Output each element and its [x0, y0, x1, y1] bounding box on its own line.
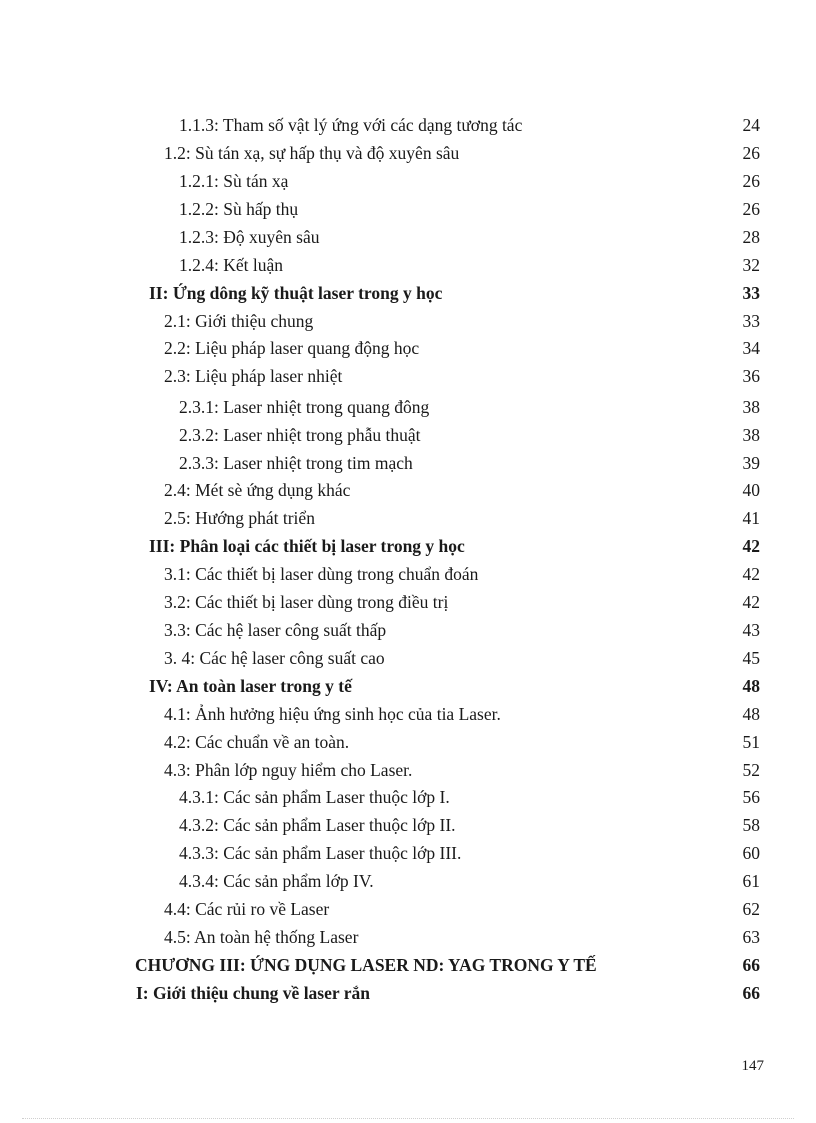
- toc-entry-page: 39: [742, 453, 760, 473]
- toc-entry-page: 45: [742, 648, 760, 668]
- toc-entry-page: 62: [742, 899, 760, 919]
- toc-entry-page: 36: [742, 366, 760, 386]
- toc-entry-title: 2.3.3: Laser nhiệt trong tim mạch: [179, 453, 413, 473]
- toc-entry-title: 2.1: Giới thiệu chung: [164, 311, 314, 331]
- toc-entry-page: 66: [742, 983, 760, 1003]
- toc-entry-page: 26: [742, 143, 760, 163]
- toc-entry-page: 42: [742, 592, 760, 612]
- toc-entry-title: 4.3.2: Các sản phẩm Laser thuộc lớp II.: [179, 815, 456, 835]
- toc-entry-title: 3.1: Các thiết bị laser dùng trong chuẩn đoán: [164, 564, 479, 584]
- toc-entry-page: 34: [742, 338, 760, 358]
- toc-entry-title: 2.5: Hướng phát triển: [164, 508, 315, 528]
- toc-entry-page: 58: [742, 815, 760, 835]
- toc-entry-title: 4.3.4: Các sản phẩm lớp IV.: [179, 871, 374, 891]
- toc-entry-page: 24: [742, 115, 760, 135]
- toc-entry-title: 1.2.1: Sù tán xạ: [179, 171, 289, 191]
- toc-entry-title: 4.3: Phân lớp nguy hiểm cho Laser.: [164, 760, 413, 780]
- toc-entry-page: 52: [742, 760, 760, 780]
- toc-entry-title: 1.2.2: Sù hấp thụ: [179, 199, 299, 219]
- toc-entry-title: 3.2: Các thiết bị laser dùng trong điều trị: [164, 592, 449, 612]
- toc-entry-page: 26: [742, 171, 760, 191]
- toc-entry-page: 66: [742, 955, 760, 975]
- toc-entry-title: 4.3.1: Các sản phẩm Laser thuộc lớp I.: [179, 787, 450, 807]
- toc-entry-page: 33: [742, 283, 760, 303]
- toc-entry-title: 2.3.2: Laser nhiệt trong phẫu thuật: [179, 425, 421, 445]
- toc-entry-title: 4.2: Các chuẩn về an toàn.: [164, 732, 350, 752]
- toc-entry-page: 38: [742, 397, 760, 417]
- toc-entry-page: 42: [742, 564, 760, 584]
- toc-entry-title: 2.2: Liệu pháp laser quang động học: [164, 338, 420, 358]
- toc-entry-page: 56: [742, 787, 760, 807]
- toc-entry-title: 1.2.4: Kết luận: [179, 255, 284, 275]
- toc-entry-page: 32: [742, 255, 760, 275]
- toc-entry-title: I: Giới thiệu chung về laser rắn: [136, 983, 370, 1003]
- toc-entry-title: 3.3: Các hệ laser công suất thấp: [164, 620, 387, 640]
- toc-entry-title: 2.3: Liệu pháp laser nhiệt: [164, 366, 343, 386]
- toc-entry-page: 26: [742, 199, 760, 219]
- toc-entry-page: 48: [742, 676, 760, 696]
- toc-entry-title: CHƯƠNG III: ỨNG DỤNG LASER ND: YAG TRONG Y TẾ: [135, 955, 597, 975]
- toc-entry-title: 2.3.1: Laser nhiệt trong quang đông: [179, 397, 430, 417]
- toc-entry-title: 1.2: Sù tán xạ, sự hấp thụ và độ xuyên sâu: [164, 143, 460, 163]
- toc-entry-title: 1.1.3: Tham số vật lý ứng với các dạng tương tác: [179, 115, 523, 135]
- toc-entry-page: 41: [742, 508, 760, 528]
- toc-entry-title: IV: An toàn laser trong y tế: [149, 676, 352, 696]
- toc-entry-page: 63: [742, 927, 760, 947]
- toc-entry-page: 51: [742, 732, 760, 752]
- toc-entry-title: 4.4: Các rủi ro về Laser: [164, 899, 330, 919]
- toc-entry-title: 3. 4: Các hệ laser công suất cao: [164, 648, 385, 668]
- toc-entry-title: 2.4: Mét sè ứng dụng khác: [164, 480, 351, 500]
- toc-entry-title: 1.2.3: Độ xuyên sâu: [179, 227, 320, 247]
- toc-entry-page: 60: [742, 843, 760, 863]
- toc-entry-title: II: Ứng dông kỹ thuật laser trong y học: [149, 283, 443, 303]
- toc-entry-title: 4.1: Ảnh hưởng hiệu ứng sinh học của tia Laser.: [164, 704, 501, 724]
- toc-entry-page: 43: [742, 620, 760, 640]
- toc-entry-page: 48: [742, 704, 760, 724]
- toc-entry-page: 42: [742, 536, 760, 556]
- page-number: 147: [741, 1058, 764, 1074]
- toc-entry-page: 61: [742, 871, 760, 891]
- toc-entry-title: 4.3.3: Các sản phẩm Laser thuộc lớp III.: [179, 843, 462, 863]
- page-bottom-divider: [22, 1118, 794, 1119]
- toc-entry-title: 4.5: An toàn hệ thống Laser: [164, 927, 359, 947]
- toc-entry-page: 33: [742, 311, 760, 331]
- toc-entry-page: 38: [742, 425, 760, 445]
- toc-entry-title: III: Phân loại các thiết bị laser trong y học: [149, 536, 465, 556]
- toc-entry-page: 40: [742, 480, 760, 500]
- toc-entry-page: 28: [742, 227, 760, 247]
